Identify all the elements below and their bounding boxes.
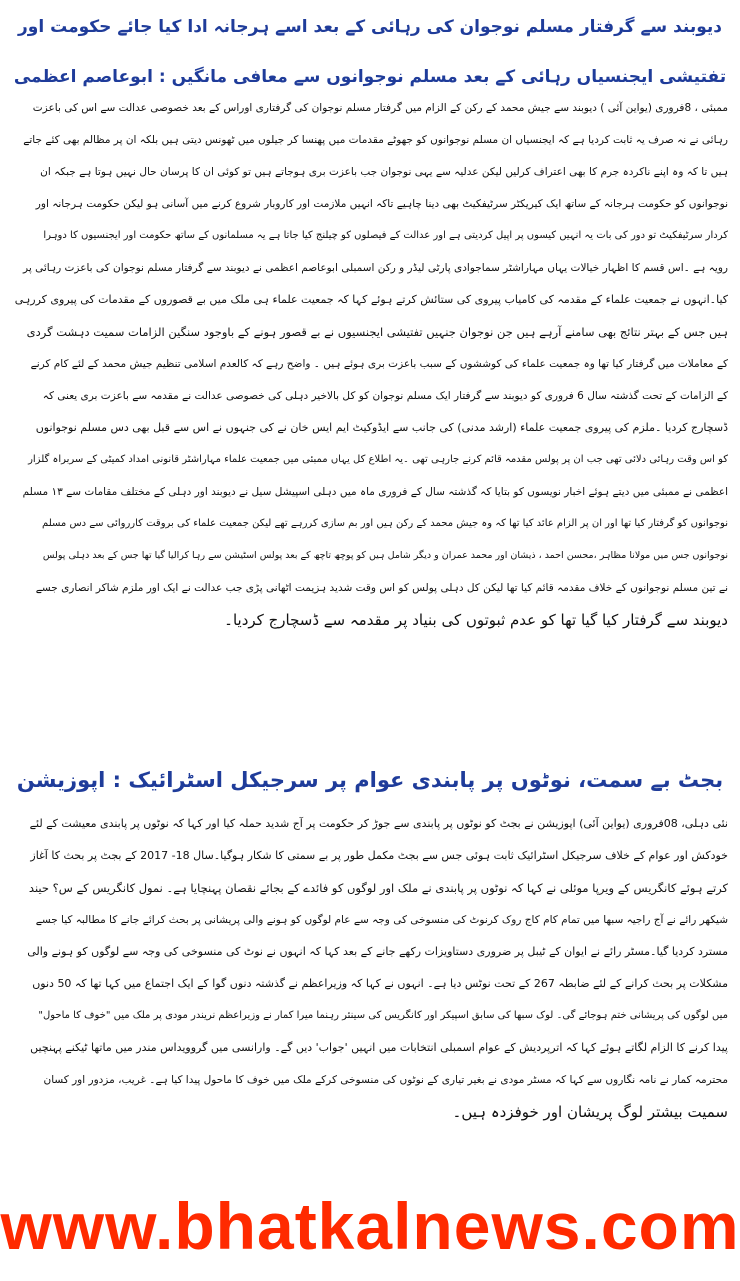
story2-line: مسترد کردیا گیا۔مسٹر رائے نے ایوان کے ٹیبل پر ضروری دستاویزات رکھے جانے کے بعد کہا کہ انہوں نے نوٹ کی منسوخی کی وجہ سے لوگوں کو ہونے والی: [27, 945, 728, 958]
story1-line: کو اس وقت رہائی دلائی تھی جب ان پر پولس مقدمہ قائم کرنے جارہی تھی ۔یہ اطلاع کل یہاں ممبئی میں جمعیت علماء مہاراشٹر قانونی امداد کمیٹی کے سربراہ گلزار: [28, 454, 728, 465]
story1-line: نے تین مسلم نوجوانوں کے خلاف مقدمہ قائم کیا تھا لیکن کل دہلی پولس کو اس وقت شدید ہزیمت اٹھانی پڑی جب عدالت نے ایک اور ملزم شاکر انصاری جسے: [35, 582, 728, 594]
story1-line: نوجوانوں کو گرفتار کیا تھا اور ان پر الزام عائد کیا تھا کہ وہ جیش محمد کے رکن ہیں اور بم سازی کررہے تھے لیکن جمعیت علماء کی بروقت کارروائی سے دس مسلم: [42, 518, 728, 529]
story2-line: خودکش اور عوام کے خلاف سرجیکل اسٹرائیک ثابت ہوئی جس سے بجٹ مکمل طور پر بے سمتی کا شکار ہوگیا۔سال 18- 2017 کے بجٹ پر بحث کا آغاز: [30, 849, 728, 862]
headline-line-2: تفتیشی ایجنسیاں رہائی کے بعد مسلم نوجوانوں سے معافی مانگیں : ابوعاصم اعظمی: [13, 67, 727, 87]
story1-line: رہائی نے نہ صرف یہ ثابت کردیا ہے کہ ایجنسیاں ان مسلم نوجوانوں کو جھوٹے مقدمات میں پھنسا کر جیلوں میں ٹھونس دیتی ہیں بلکہ ان پر مظالم بھی کئے جاتے: [23, 134, 728, 146]
story2-line: میں لوگوں کی پریشانی ختم ہوجائے گی۔ لوک سبھا کی سابق اسپیکر اور کانگریس کی سینئر رہنما میرا کمار نے وزیراعظم نریندر مودی پر ملک میں "خوف کا ماحول": [38, 1010, 728, 1021]
story1-line: کیا۔انہوں نے جمعیت علماء کے مقدمہ کی کامیاب پیروی کی ستائش کرتے ہوئے کہا کہ جمعیت علماء ہی ملک میں بے قصوروں کے مقدمات کی پیروی کررہی: [14, 293, 728, 306]
story1-line: ممبئی ، 8فروری (یواین آئی ) دیوبند سے جیش محمد کے رکن کے الزام میں گرفتار مسلم نوجوان کی گرفتاری اوراس کے بعد خصوصی عدالت سے اس کی باعزت: [32, 102, 728, 114]
story2-line: پیدا کرنے کا الزام لگاتے ہوئے کہا کہ اترپردیش کے عوام اسمبلی انتخابات میں انہیں 'جواب' دیں گے۔ وارانسی میں گروویداس مندر میں ماتھا ٹیکنے پہنچیں: [30, 1041, 728, 1054]
story2-line: سمیت بیشتر لوگ پریشان اور خوفزدہ ہیں۔: [452, 1103, 728, 1121]
story1-line: ہیں جس کے بہتر نتائج بھی سامنے آرہے ہیں جن نوجوان جنہیں تفتیشی ایجنسیوں نے بے قصور ہونے کے باوجود سنگین الزامات سمیت دہشت گردی: [26, 325, 728, 339]
story1-line: ہیں تا کہ وہ اپنے ناکردہ جرم کا بھی اعتراف کرلیں لیکن عدلیہ سے یہی نوجوان جب باعزت بری ہوجاتے ہیں تو کوئی ان کا پرسان حال نہیں ہوتا ہے جبکہ ان: [40, 166, 728, 178]
story1-line: رویہ ہے ۔اس قسم کا اظہار خیالات یہاں مہاراشٹر سماجوادی پارٹی لیڈر و رکن اسمبلی ابوعاصم اعظمی نے دیوبند سے گرفتار مسلم نوجوان کی باعزت رہائی پر: [23, 262, 728, 274]
story2-line: شیکھر رائے نے آج راجیہ سبھا میں تمام کام کاج روک کرنوٹ کی منسوخی کی وجہ سے عام لوگوں کو ہونے والی پریشانی پر بحث کرائے جانے کا مطالبہ کیا جسے: [35, 914, 728, 926]
story2-line: کرتے ہوئے کانگریس کے ویرپا موئلی نے کہا کہ نوٹوں پر پابندی نے ملک اور لوگوں کو فائدے کے بجائے نقصان پہنچایا ہے۔ نمول کانگریس کے س؟ حیند: [28, 881, 728, 895]
site-watermark: www.bhatkalnews.com: [0, 1189, 740, 1263]
story2-line: نئی دہلی، 08فروری (یواین آئی) اپوزیشن نے بجٹ کو نوٹوں پر پابندی سے جوڑ کر حکومت پر آج شدید حملہ کیا اور کہا کہ نوٹوں پر پابندی معیشت کے لئے: [29, 817, 728, 830]
story2-line: مشکلات پر بحث کرانے کے لئے ضابطہ 267 کے تحت نوٹس دیا ہے۔ انہوں نے کہا کہ وزیراعظم نے گذشتہ دنوں گوا کے ایک اجتماع میں کہا تھا کہ 50 دنوں: [32, 977, 728, 990]
story1-line: کے معاملات میں گرفتار کیا تھا وہ جمعیت علماء کی کوششوں کے سبب باعزت بری ہوئے ہیں ۔ واضح رہے کہ کالعدم اسلامی تنظیم جیش محمد کے لئے کام کرنے: [30, 358, 728, 370]
story-2-headline: بجٹ بے سمت، نوٹوں پر پابندی عوام پر سرجیکل اسٹرائیک : اپوزیشن: [16, 768, 724, 792]
story1-line: دیوبند سے گرفتار کیا گیا تھا کو عدم ثبوتوں کی بنیاد پر مقدمہ سے ڈسچارج کردیا۔: [224, 611, 728, 629]
story1-line: نوجوانوں کو حکومت ہرجانہ کے ساتھ ایک کیریکٹر سرٹیفکیٹ بھی دینا چاہیے تاکہ انہیں ملازمت اور کاروبار شروع کرنے میں آسانی ہو لیکن حکومت ہرجانہ اور: [35, 198, 728, 210]
story1-line: ڈسچارج کردیا ۔ملزم کی پیروی جمعیت علماء (ارشد مدنی) کی جانب سے ایڈوکیٹ ایم ایس خان نے کی جنہوں نے اس سے قبل بھی دس مسلم نوجوانوں: [35, 421, 728, 434]
headline-line-1: دیوبند سے گرفتار مسلم نوجوان کی رہائی کے بعد اسے ہرجانہ ادا کیا جائے حکومت اور: [18, 17, 722, 37]
story-1-body: [12, 92, 728, 636]
story1-line: کردار سرٹیفکیٹ تو دور کی بات یہ انہیں کیسوں پر اپیل کردیتی ہے اور عدالت کے فیصلوں کو چیلنج کیا جاتا ہے یہ مسلمانوں کے ساتھ حکومت اور ایجنسیوں کا دوہرا: [43, 230, 728, 241]
story1-line: نوجوانوں جس میں مولانا مظاہر ،محسن احمد ، ذیشان اور محمد عمران و دیگر شامل ہیں کو پوچھ تاچھ کے بعد پولس اسٹیشن سے رہا کرالیا گیا تھا جس کے بعد دہلی پولس: [42, 550, 728, 561]
story1-line: اعظمی نے ممبئی میں دیتے ہوئے اخبار نویسوں کو بتایا کہ گذشتہ سال کے فروری ماہ میں دہلی اسپیشل سیل نے دیوبند اور دہلی کے مختلف مقامات سے ۱۳ مسلم: [22, 486, 728, 498]
story2-line: محترمہ کمار نے نامہ نگاروں سے کہا کہ مسٹر مودی نے بغیر تیاری کے نوٹوں کی منسوخی کرکے ملک میں خوف کا ماحول پیدا کیا ہے۔ غریب، مزدور اور کسان: [43, 1074, 728, 1086]
story1-line: کے الزامات کے تحت گذشتہ سال 6 فروری کو دیوبند سے گرفتار ایک مسلم نوجوان کو کل بالاخیر دہلی کی خصوصی عدالت نے مقدمہ سے باعزت بری یعنی کہ: [42, 390, 728, 402]
story-2-body: [12, 808, 728, 1128]
